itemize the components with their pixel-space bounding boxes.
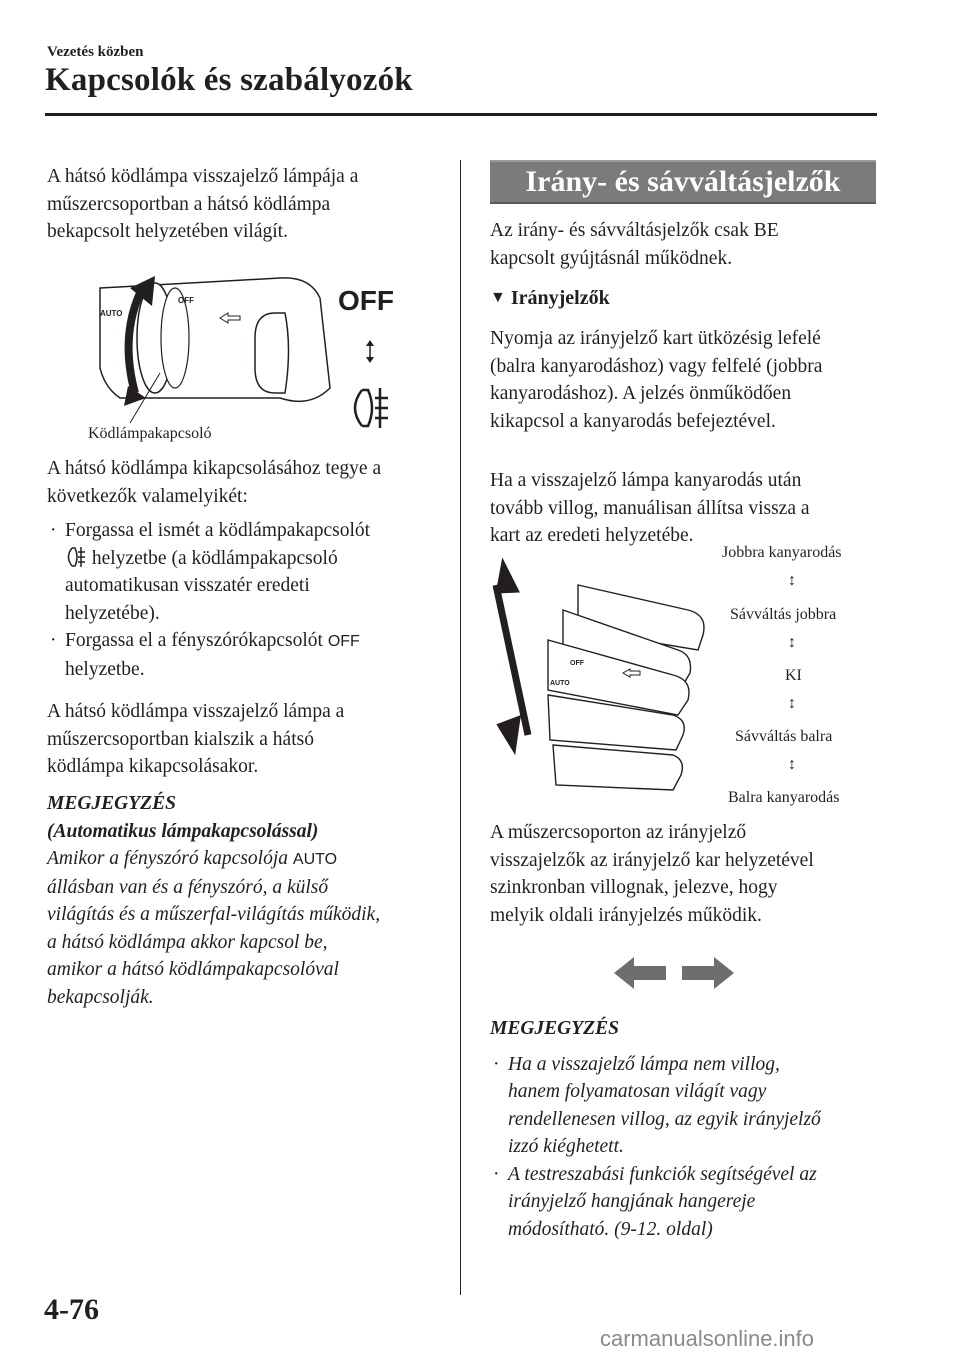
bullet-item: · Forgassa el a fényszórókapcsolót OFF helyzetbe. [47, 627, 457, 683]
indicator-line: A hátsó ködlámpa visszajelző lámpa a [47, 701, 345, 722]
note-title: MEGJEGYZÉS [47, 793, 176, 814]
note-line: bekapcsolják. [47, 986, 154, 1008]
bullet-line: helyzetbe. [65, 658, 145, 680]
off-paragraph [47, 455, 457, 510]
section-label: Vezetés közben [47, 44, 144, 60]
double-arrow-icon [366, 340, 374, 363]
note-bullet-line: A testreszabási funkciók segítségével az [508, 1163, 817, 1185]
sub-heading: ▼ Irányjelzők [490, 287, 610, 309]
bullet-item: · Forgassa el ismét a ködlámpakapcsolót helyzetbe (a ködlámpakapcsoló automatikusan visszatér eredeti helyzetébe). [47, 517, 457, 627]
rear-fog-icon [355, 388, 388, 428]
right-para3-line: szinkronban villognak, jelezve, hogy [490, 877, 778, 898]
right-para3 [490, 819, 885, 929]
right-para3-line: A műszercsoporton az irányjelző [490, 822, 747, 843]
right-para1-line: Nyomja az irányjelző kart ütközésig lefelé [490, 328, 821, 349]
stalk2-auto-label: AUTO [550, 680, 570, 687]
note-bullet-line: rendellenesen villog, az egyik irányjelző [508, 1108, 821, 1130]
indicator-paragraph [47, 698, 457, 781]
label-right-turn: Jobbra kanyarodás [722, 544, 842, 561]
section-banner: Irány- és sávváltásjelzők [490, 160, 876, 204]
column-divider [460, 160, 461, 1295]
label-lane-right: Sávváltás jobbra [730, 606, 837, 623]
note-bullet: · Ha a visszajelző lámpa nem villog, hanem folyamatosan világít vagy rendellenesen villog, az egyik irányjelző izzó kiéghetett. [490, 1051, 885, 1161]
bullet-list [47, 517, 457, 683]
right-para3-line: visszajelzők az irányjelző kar helyzetével [490, 849, 814, 871]
turn-right-icon [682, 957, 734, 989]
right-note [490, 1015, 885, 1243]
right-para2-line: tovább villog, manuálisan állítsa vissza a [490, 497, 810, 519]
right-para1 [490, 325, 885, 435]
label-lane-left: Sávváltás balra [735, 728, 833, 745]
intro-line: A hátsó ködlámpa visszajelző lámpája a [47, 166, 359, 187]
stalk2-off-label: OFF [570, 660, 584, 667]
off-line: A hátsó ködlámpa kikapcsolásához tegye a [47, 458, 382, 479]
note-line: a hátsó ködlámpa akkor kapcsol be, [47, 931, 328, 953]
end-cap [255, 313, 289, 393]
note-bullet-line: irányjelző hangjának hangereje [508, 1191, 756, 1212]
note-bullet: · A testreszabási funkciók segítségével az irányjelző hangjának hangereje módosítható. (9-12. oldal) [490, 1161, 885, 1244]
note-bullet-line: izzó kiéghetett. [508, 1136, 624, 1157]
big-double-arrow-icon [489, 555, 529, 757]
note-line: amikor a hátsó ködlámpakapcsolóval [47, 959, 339, 980]
bullet-line: automatikusan visszatér eredeti [65, 575, 310, 596]
right-para1-line: kikapcsol a kanyarodás befejeztével. [490, 410, 776, 432]
stalk-auto-label: AUTO [100, 309, 123, 318]
intro-line: műszercsoportban a hátsó ködlámpa [47, 193, 331, 215]
fog-switch-caption: Ködlámpakapcsoló [88, 425, 212, 442]
indicator-line: műszercsoportban kialszik a hátsó [47, 728, 314, 750]
off-inline-label: OFF [327, 633, 360, 650]
note-line: világítás és a műszerfal-világítás működik, [47, 904, 381, 925]
bullet-line: Forgassa el ismét a ködlámpakapcsolót [65, 520, 371, 541]
arrow-3-icon: ↕ [788, 695, 796, 712]
bullet-line-with-icon: helyzetbe (a ködlámpakapcsoló [65, 545, 457, 573]
arrow-1-icon: ↕ [788, 572, 796, 589]
right-para2 [490, 467, 885, 550]
title-rule [45, 113, 877, 116]
rear-fog-icon-small [65, 547, 87, 567]
arrow-2-icon: ↕ [788, 634, 796, 651]
right-intro [490, 217, 880, 272]
note-bullet-line: hanem folyamatosan világít vagy [508, 1081, 767, 1102]
note-title: MEGJEGYZÉS [490, 1018, 619, 1039]
turn-signal-figure [478, 555, 708, 805]
label-off: KI [785, 667, 802, 684]
right-intro-line: kapcsolt gyújtásnál működnek. [490, 247, 733, 269]
right-intro-line: Az irány- és sávváltásjelzők csak BE [490, 220, 779, 241]
page-title: Kapcsolók és szabályozók [45, 62, 413, 98]
stalk-off-label: OFF [178, 296, 194, 305]
right-para2-line: kart az eredeti helyzetébe. [490, 525, 694, 546]
left-note [47, 790, 462, 1011]
note-bullet-line: módosítható. (9-12. oldal) [508, 1218, 713, 1240]
off-label: OFF [338, 285, 394, 316]
bullet-line-with-label: Forgassa el a fényszórókapcsolót OFF [65, 630, 360, 651]
intro-paragraph [47, 163, 447, 246]
indicator-line: ködlámpa kikapcsolásakor. [47, 756, 259, 777]
note-line: állásban van és a fényszóró, a külső [47, 876, 329, 898]
off-line: következők valamelyikét: [47, 485, 248, 507]
triangle-bullet-icon: ▼ [490, 289, 506, 306]
turn-left-icon [614, 957, 666, 989]
fog-switch-figure [80, 268, 420, 448]
note-subtitle: (Automatikus lámpakapcsolással) [47, 820, 319, 842]
note-bullet-line: Ha a visszajelző lámpa nem villog, [508, 1053, 780, 1075]
intro-line: bekapcsolt helyzetében világít. [47, 221, 288, 242]
page-number: 4-76 [44, 1293, 99, 1326]
right-para1-line: kanyarodáshoz). A jelzés önműködően [490, 383, 792, 404]
right-para1-line: (balra kanyarodáshoz) vagy felfelé (jobbra [490, 355, 823, 377]
label-left-turn: Balra kanyarodás [728, 789, 840, 806]
stalk-position-5 [553, 745, 682, 790]
auto-inline-label: AUTO [292, 851, 338, 868]
bullet-line: helyzetébe). [65, 602, 160, 624]
turn-indicators [614, 955, 739, 991]
watermark: carmanualsonline.info [600, 1326, 815, 1351]
right-para2-line: Ha a visszajelző lámpa kanyarodás után [490, 470, 802, 491]
note-line-with-label: Amikor a fényszóró kapcsolója AUTO [47, 848, 338, 869]
right-para3-line: melyik oldali irányjelzés működik. [490, 904, 762, 926]
arrow-4-icon: ↕ [788, 756, 796, 773]
